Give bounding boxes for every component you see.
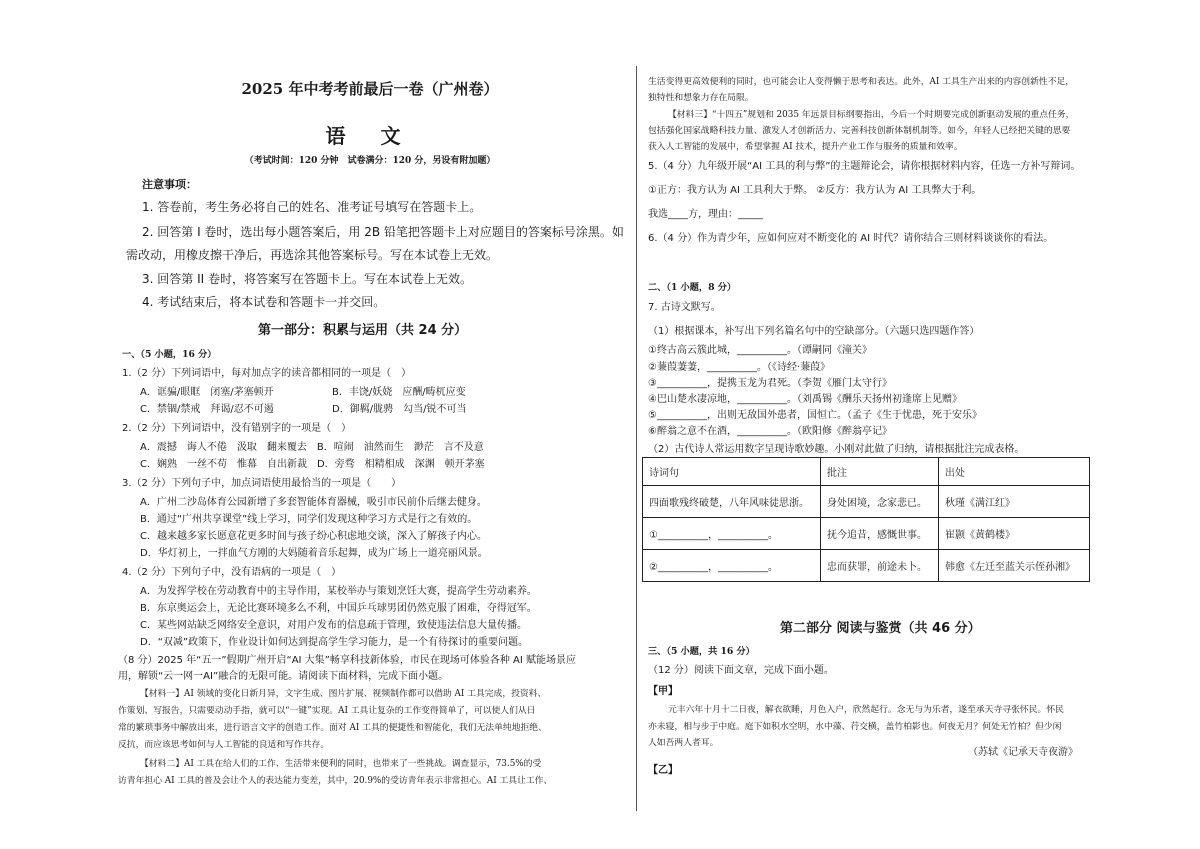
table-header-cell: 诗词句 [643, 458, 821, 486]
material3-line1: 【材料三】“十四五”规划和 2035 年远景目标纲要指出，今后一个时期要完成创新驱动发展的重点任务， [668, 110, 1075, 120]
table-cell: 秋瑾《满江红》 [939, 486, 1090, 518]
q5-sides: ①正方：我方认为 AI 工具利大于弊。 ②反方：我方认为 AI 工具弊大于利。 [648, 185, 982, 196]
table-row [643, 486, 1090, 518]
q1-stem: 1.（2 分）下列词语中，每对加点字的读音都相同的一项是（ ） [122, 368, 412, 379]
table-header-cell: 批注 [821, 458, 939, 486]
table-cell: 忠而获罪，前途未卜。 [821, 550, 939, 582]
table-cell: 抚今追昔，感慨世事。 [821, 518, 939, 550]
q3-option-c: C．越来越多家长愿意花更多时间与孩子纷心积虑地交谈，深入了解孩子内心。 [140, 531, 487, 542]
q7-part2-instruction: （2）古代诗人常运用数字呈现诗歌妙趣。小刚对此做了归纳，请根据批注完成表格。 [648, 444, 1025, 455]
q3-option-d: D．华灯初上，一拌血气方刚的大妈随着音乐起舞，成为广场上一道亮丽风景。 [140, 548, 488, 559]
table-answer-cell[interactable]: ①__________，__________。 [643, 518, 821, 550]
passage-jia-line1: 元丰六年十月十二日夜，解衣欲睡，月色入户，欣然起行。念无与为乐者，遂至承天寺寻张怀民。怀民 [668, 705, 1064, 715]
q6-stem: 6.（4 分）作为青少年，应如何应对不断变化的 AI 时代？请你结合三则材料谈谈你的看法。 [648, 233, 1054, 244]
q4-option-c: C．某些网站缺乏网络安全意识，对用户发布的信息疏于管理，致使违法信息大量传播。 [140, 620, 527, 631]
material2-line4: 独特性和想象力存在局限。 [648, 93, 754, 103]
q3-option-b: B．通过“广州共享课堂”线上学习，同学们发现这种学习方式是行之有效的。 [140, 514, 478, 525]
subject-title: 语 文 [325, 124, 415, 148]
notice-2: 2. 回答第 I 卷时，选出每小题答案后，用 2B 铅笔把答题卡上对应题目的答案标号涂黑。如 [142, 225, 624, 239]
q1-option-a: A．诓骗/眼眶 闭塞/茅塞顿开 [140, 387, 274, 398]
part1-title: 第一部分：积累与运用（共 24 分） [258, 323, 468, 338]
notice-4: 4. 考试结束后，将本试卷和答题卡一并交回。 [142, 295, 386, 309]
material2-line1: 【材料二】AI 工具在给人们的工作、生活带来便利的同时，也带来了一些挑战。调查显示，73.5%的受 [140, 759, 542, 769]
material1-line4: 反抗，而应该思考如何与人工智能的良适和写作共存。 [118, 740, 330, 750]
poem-table [642, 457, 1090, 582]
q2-options-ab: A．震撼 诲人不倦 汲取 翻来覆去 B．喧闹 油然而生 渺茫 言不及意 [140, 442, 484, 453]
passage-jia-line2: 亦未寝，相与步于中庭。庭下如积水空明，水中藻、荇交横，盖竹柏影也。何夜无月？何处无竹柏？但少闲 [648, 722, 1062, 732]
q1-option-d: D．御羁/胧骋 勾当/锐不可当 [332, 404, 467, 415]
material1-line2: 作策划、写报告，只需要动动手指，就可以“一键”实现。AI 工具让复杂的工作变得简单了，可以使人们从日 [118, 706, 536, 716]
q1-option-b: B．丰饶/妖娆 应酬/畴杌应变 [332, 387, 466, 398]
material1-line3: 常的繁琐事务中解放出来，进行语言文字的创造工作。面对 AI 工具的便捷性和智能化，我们无法单纯地拒绝、 [118, 723, 547, 733]
q4-option-d: D．“双减”政策下，作业设计如何达到提高学生学习能力，是一个有待探讨的重要问题。 [140, 637, 529, 648]
column-divider [636, 66, 637, 811]
notice-2-cont: 需改动，用橡皮擦干净后，再选涂其他答案标号。写在本试卷上无效。 [126, 248, 499, 262]
table-header-cell: 出处 [939, 458, 1090, 486]
table-header-row [643, 458, 1090, 486]
passage-jia-label: 【甲】 [648, 686, 678, 697]
q4-option-b: B．东京奥运会上，无论比赛环境多么不利，中国乒乓球男团仍然克服了困难，夺得冠军。 [140, 603, 537, 614]
table-answer-cell[interactable]: ②__________，__________。 [643, 550, 821, 582]
q7-item-5: ⑤__________，出则无敌国外患者，国恒亡。（孟子《生于忧患，死于安乐》 [648, 410, 982, 421]
passage-yi-label: 【乙】 [648, 765, 678, 776]
q7-item-6: ⑥醉翁之意不在酒，__________。（欧阳修《醉翁亭记》 [648, 426, 892, 437]
group3-heading: 三、（5 小题，共 16 分） [648, 646, 755, 657]
passage-jia-line3: 人如吾两人者耳。 [648, 738, 719, 748]
material1-line1: 【材料一】AI 领域的变化日新月异，文字生成、图片扩展、视频制作都可以借助 AI 工具完成，投资料、 [140, 689, 547, 699]
table-cell: 韩愈《左迁至蓝关示侄孙湘》 [939, 550, 1090, 582]
table-cell: 四面歌残终破楚，八年风味徒思浙。 [643, 486, 821, 518]
passage-jia-source: （苏轼《记承天寺夜游》 [968, 747, 1078, 758]
q7-item-1: ①终古高云簇此城，__________。（谭嗣同《潼关》 [648, 345, 872, 356]
exam-meta: （考试时间：120 分钟 试卷满分：120 分，另设有附加题） [244, 156, 496, 166]
q1-option-c: C．禁锢/禁戒 拜谒/忍不可遏 [140, 404, 274, 415]
q7-item-4: ④巴山楚水凄凉地，__________。（刘禹锡《酬乐天扬州初逢席上见赠》 [648, 394, 962, 405]
notice-heading: 注意事项： [142, 178, 197, 191]
notice-1: 1. 答卷前，考生务必将自己的姓名、准考证号填写在答题卡上。 [142, 200, 482, 214]
q7-item-2: ②蒹葭萋萋，__________。（《诗经·蒹葭》 [648, 362, 831, 373]
q8-intro-line2: 用，解锁“云一网一AI”融合的无限可能。请阅读下面材料，完成下面小题。 [118, 671, 449, 682]
q2-stem: 2.（2 分）下列词语中，没有错别字的一项是（ ） [122, 423, 352, 434]
left-column [110, 0, 630, 849]
right-column [640, 0, 1095, 849]
table-cell: 身处困境，念家悲已。 [821, 486, 939, 518]
material3-line3: 获入人工智能的发展中，希望掌握 AI 技术，提升产业工作与服务的质量和效率。 [648, 142, 963, 152]
material2-line2: 访青年担心 AI 工具的普及会让个人的表达能力变差，其中，20.9%的受访青年表示非常担心。AI 工具让工作、 [118, 776, 553, 786]
table-cell: 崔颢《黄鹤楼》 [939, 518, 1090, 550]
group2-heading: 二、（1 小题，8 分） [648, 282, 737, 293]
material2-line3: 生活变得更高效便利的同时，也可能会让人变得懒于思考和表达。此外，AI 工具生产出来的内容创新性不足， [648, 77, 1075, 87]
table-row [643, 550, 1090, 582]
q3-stem: 3.（2 分）下列句子中，加点词语使用最恰当的一项是（ ） [122, 478, 402, 489]
q5-answer-line[interactable]: 我选____方，理由：_____ [648, 209, 763, 220]
q4-option-a: A．为发挥学校在劳动教育中的主导作用，某校举办与策划烹饪大赛，提高学生劳动素养。 [140, 586, 537, 597]
q8-intro-line1: （8 分）2025 年“五一”假期广州开启“AI 大集”畅享科技新体验，市民在现场可体验各种 AI 赋能场景应 [118, 655, 577, 666]
q2-options-cd: C．娴熟 一丝不苟 惟幕 自出新裁 D．旁骛 相精相成 深渊 顿开茅塞 [140, 459, 485, 470]
reading-instruction: （12 分）阅读下面文章，完成下面小题。 [648, 665, 834, 676]
q7-part1-instruction: （1）根据课本，补写出下列名篇名句中的空缺部分。（六题只选四题作答） [648, 326, 980, 337]
exam-title: 2025 年中考考前最后一卷（广州卷） [241, 80, 499, 98]
q4-stem: 4.（2 分）下列句子中，没有语病的一项是（ ） [122, 567, 342, 578]
group1-heading: 一、（5 小题，16 分） [122, 349, 217, 360]
q3-option-a: A．广州二沙岛体育公园新增了多套智能体育器械，吸引市民前仆后继去健身。 [140, 497, 487, 508]
table-row [643, 518, 1090, 550]
q5-stem: 5.（4 分）九年级开展“AI 工具的利与弊”的主题辩论会，请你根据材料内容，任选一方补写辩词。 [648, 161, 1081, 172]
q7-stem: 7. 古诗文默写。 [648, 302, 721, 313]
material3-line2: 包括强化国家战略科技力量、激发人才创新活力、完善科技创新体制机制等。如今，年轻人已经把关键的思要 [648, 126, 1071, 136]
notice-3: 3. 回答第 II 卷时，将答案写在答题卡上。写在本试卷上无效。 [142, 272, 472, 286]
q7-item-3: ③__________，提携玉龙为君死。（李贺《雁门太守行》 [648, 378, 892, 389]
part2-title: 第二部分 阅读与鉴赏（共 46 分） [780, 621, 981, 636]
